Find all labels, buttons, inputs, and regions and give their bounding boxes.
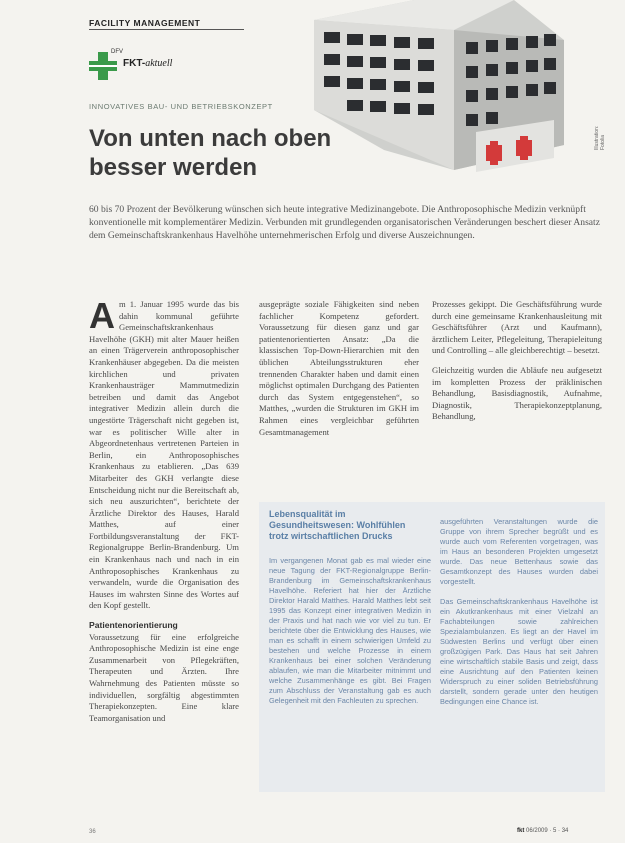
body-paragraph: m 1. Januar 1995 wurde das bis dahin kommunal geführte Gemeinschaftskrankenhaus Havelhöhe (GKH) mit alter Mauer heißen an einen Trägerverein anthroposophischer Krankenhäuser abgegeben. Da die meisten kirchlichen und privaten Krankenhausträger Mammutmedizin betreiben und damit das Angebot integrativer Medizin allein durch die ungestörte Trägerschaft nicht gegeben ist, war es politischer Wille alter in Abgeordnetenhaus vertretenen Parteien in Berlin, ein Anthroposophisches Krankenhaus zu etablieren. „Das 639 Mitarbeiter des GKH verlangte diese Entscheidung nicht nur die Bereitschaft ab, sich neu auszurichten“, berichtete der Ärztliche Direktor des Hauses, Harald Matthes, auf einer Fortbildungsveranstaltung der FKT-Regionalgruppe Berlin-Brandenburg. Um ein Krankenhaus nach und nach in ein Anthroposophisches Krankenhaus zu verwandeln, wurde die Organisation des Hauses im wahrsten Sinne des Wortes auf den Kopf gestellt. [89, 299, 239, 611]
body-paragraph: ausgeprägte soziale Fähigkeiten sind neben fachlicher Kompetenz gefordert. Voraussetzung für diesen ganz und gar patientenorientierten Ansatz: „Da die klassischen Top-Down-Hierarchien mit den üblichen Abteilungsstrukturen eher trennenden Charakter haben und damit einen möglichst optimalen Durchgang des Patienten durch das System entgegenstehen“, so Matthes, „wurden die Strukturen im GKH im Rahmen eines vergleichbar geführten Gesamtmanagement [259, 299, 419, 437]
body-subhead: Patientenorientierung [89, 620, 178, 631]
info-box-column-1 [269, 556, 431, 706]
section-label: FACILITY MANAGEMENT [89, 18, 201, 28]
drop-cap: A [89, 295, 115, 336]
body-paragraph: Voraussetzung für eine erfolgreiche Anthroposophische Medizin ist eine enge Zusammenarbeit von Pflegekräften, Therapeuten und Ärzten. Ihre Wahrnehmung des Patienten müsste so individuellen, sorgfältig abgestimmten Therapiekonzepten. Eine klare Teamorganisation und [89, 631, 239, 723]
footer-issue: 06/2009 · 5 · 34 [526, 828, 569, 834]
page-number: 36 [89, 829, 96, 835]
medical-cross-logo-icon [89, 52, 117, 80]
photo-credit: Illustration: Fotolia [594, 125, 606, 150]
logo-sub: DFV [111, 49, 123, 55]
body-column-1 [89, 295, 239, 724]
article-headline: Von unten nach oben besser werden [89, 125, 332, 181]
info-box-title: Lebensqualität im Gesundheitswesen: Wohlfühlen trotz wirtschaftlichen Drucks [269, 509, 406, 541]
info-box-text: Im vergangenen Monat gab es mal wieder eine neue Tagung der FKT-Regionalgruppe Berlin-Brandenburg im Gemeinschaftskrankenhaus Havelhöhe. Referiert hat hier der Ärztliche Direktor Harald Matthes. Harald Matthes lebt seit 1995 das Konzept einer integrativen Medizin in der Praxis und hat nach wie vor viel zu tun. Er berichtete über die Entwicklung des Hauses, wie man es schafft in einem schwierigen Umfeld zu bestehen und welche Prozesse in einem Krankenhaus bei einer solchen Veränderung ablaufen, wie man die Mitarbeiter mitnimmt und welche Zusammenhänge es gibt. Bei Fragen zum Abschluss der Veranstaltung gab es auch Gelegenheit mit den Fachleuten zu sprechen. [269, 556, 431, 705]
body-paragraph: Prozesses gekippt. Die Geschäftsführung wurde durch eine gemeinsame Krankenhausleitung mit Geschäftsführer (Arzt und Kaufmann), ärztlichem Leiter, Pflegeleitung, Therapieleitung und Controlling – alle gleichberechtigt – besetzt. [432, 299, 602, 356]
logo-brand: FKT- [123, 58, 146, 69]
body-column-2 [259, 299, 419, 438]
body-column-3 [432, 299, 602, 423]
section-divider [89, 29, 244, 30]
article-kicker: INNOVATIVES BAU- UND BETRIEBSKONZEPT [89, 102, 273, 111]
info-box-text: ausgeführten Veranstaltungen wurde die Gruppe von ihrem Sprecher begrüßt und es wurde auch vom Referenten vorgetragen, was im Haus an besonderen Projekten umgesetzt wurde. Das neue Bettenhaus sowie das Gesamtkonzept des Hauses wurden dabei vorgestellt. Das Gemeinschaftskrankenhaus Havelhöhe ist ein Akutkrankenhaus mit einer Vielzahl an Fachabteilungen sowie zahlreichen Spezialambulanzen. Es liegt an der Havel im Südwesten Berlins und verfügt über einen großzügigen Park. Das Haus hat seit Jahren eine wirtschaftlich stabile Basis und zeigt, dass eine Ausrichtung auf den Patienten keinen Widerspruch zu einer soliden Betriebsführung darstellt, sondern gerade unter den heutigen Bedingungen eine Chance ist. [440, 517, 598, 706]
logo-text [123, 58, 172, 69]
body-paragraph: Gleichzeitig wurden die Abläufe neu aufgesetzt im kompletten Prozess der präklinischen Behandlung, Basisdiagnostik, Aufnahme, Diagnostik, Therapiekonzeptplanung, Behandlung, [432, 364, 602, 422]
footer-brand: fkt [517, 828, 525, 834]
logo-italic: aktuell [145, 58, 173, 69]
issue-footer [517, 828, 568, 834]
article-lead: 60 bis 70 Prozent der Bevölkerung wünschen sich heute integrative Medizinangebote. Die Anthroposophische Medizin verknüpft konventionelle mit komplementärer Medizin. Verbunden mit grundlegenden organisatorischen Veränderungen beschert dieser Ansatz dem Gemeinschaftskrankenhaus Havelhöhe unternehmerischen Erfolg und diverse Auszeichnungen. [89, 204, 600, 242]
info-box-column-2 [440, 507, 598, 717]
